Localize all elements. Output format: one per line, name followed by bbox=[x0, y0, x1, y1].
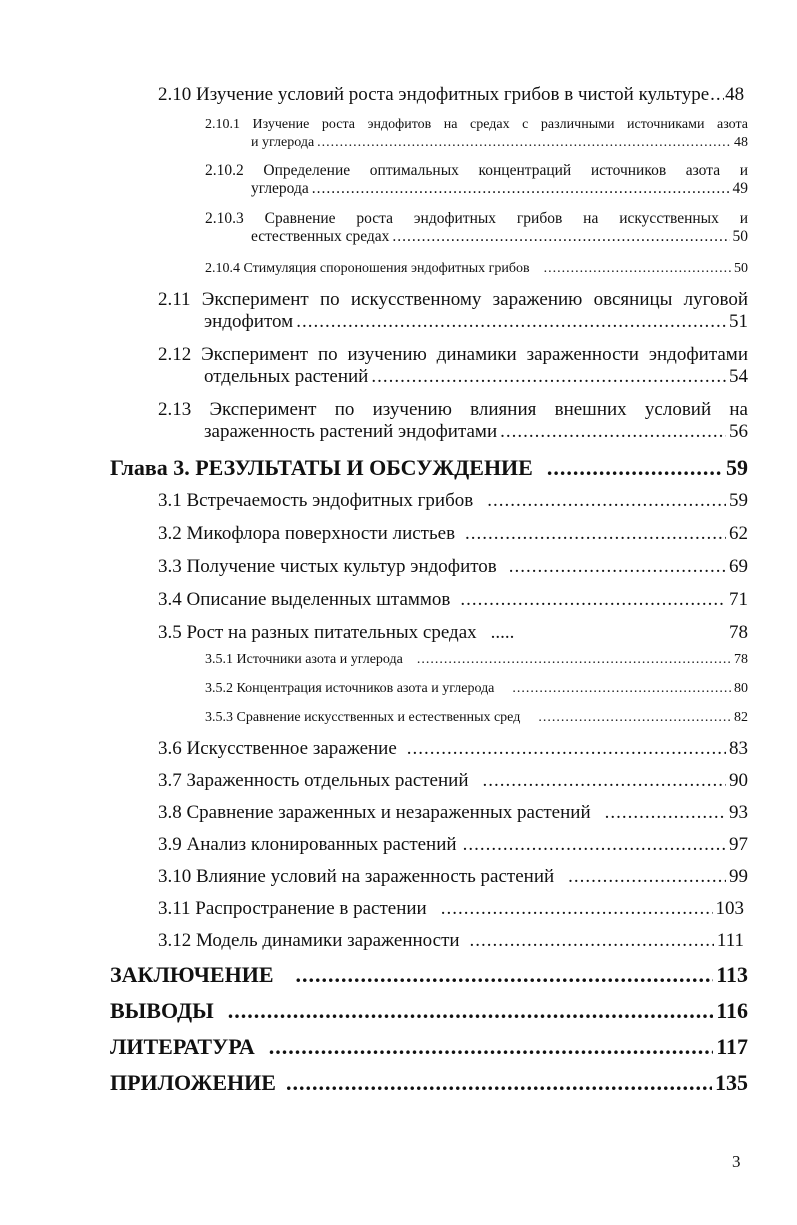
toc-entry-page: 82 bbox=[734, 710, 748, 725]
toc-entry-title: 3.2 Микофлора поверхности листьев bbox=[158, 523, 456, 544]
toc-entry-title: ПРИЛОЖЕНИЕ bbox=[110, 1070, 276, 1095]
toc-entry-2-10-1 bbox=[205, 117, 748, 151]
toc-findings bbox=[110, 998, 748, 1024]
toc-entry-title: ЗАКЛЮЧЕНИЕ bbox=[110, 962, 274, 987]
toc-entry-page: 69 bbox=[729, 556, 748, 577]
toc-entry-title-line1: 2.12 Эксперимент по изучению динамики зараженности эндофитами bbox=[158, 344, 748, 365]
toc-entry-page: 97 bbox=[729, 834, 748, 855]
toc-entry-page: 50 bbox=[732, 228, 748, 245]
toc-entry-title-line2: эндофитом bbox=[204, 311, 294, 332]
dot-leader bbox=[483, 770, 727, 792]
toc-entry-page: 90 bbox=[729, 770, 748, 791]
page-number: 3 bbox=[732, 1152, 741, 1171]
toc-entry-3-2 bbox=[158, 523, 748, 545]
toc-entry-title: 3.5 Рост на разных питательных средах bbox=[158, 622, 477, 643]
toc-entry-title: 3.6 Искусственное заражение bbox=[158, 738, 397, 759]
dot-leader bbox=[296, 311, 726, 333]
toc-entry-title: 3.7 Зараженность отдельных растений bbox=[158, 770, 469, 791]
toc-entry-3-5 bbox=[158, 622, 748, 644]
toc-entry-page: 51 bbox=[729, 311, 748, 332]
toc-entry-title-line1: 2.11 Эксперимент по искусственному заражению овсяницы луговой bbox=[158, 289, 748, 310]
dot-leader bbox=[417, 652, 731, 668]
toc-entry-page: 78 bbox=[734, 652, 748, 667]
toc-entry-page: 103 bbox=[715, 898, 744, 919]
dot-leader bbox=[547, 455, 723, 481]
dot-leader bbox=[392, 228, 729, 246]
toc-literature bbox=[110, 1034, 748, 1060]
toc-entry-title: 3.10 Влияние условий на зараженность растений bbox=[158, 866, 555, 887]
toc-entry-2-11 bbox=[158, 289, 748, 333]
dot-leader bbox=[317, 135, 731, 151]
toc-entry-3-12 bbox=[158, 930, 744, 952]
toc-entry-title: 3.5.1 Источники азота и углерода bbox=[205, 652, 403, 667]
toc-entry-page: 71 bbox=[729, 589, 748, 610]
toc-entry-page: 111 bbox=[716, 930, 744, 951]
toc-entry-title: Глава 3. РЕЗУЛЬТАТЫ И ОБСУЖДЕНИЕ bbox=[110, 455, 533, 480]
dot-leader bbox=[605, 802, 726, 824]
toc-entry-page: 62 bbox=[729, 523, 748, 544]
toc-entry-3-9 bbox=[158, 834, 748, 856]
toc-entry-title: 2.10 Изучение условий роста эндофитных грибов в чистой культуре bbox=[158, 84, 710, 105]
dot-leader bbox=[286, 1070, 712, 1096]
toc-entry-page: 80 bbox=[734, 681, 748, 696]
toc-entry-page: 59 bbox=[729, 490, 748, 511]
toc-entry-title-line1: 2.10.3 Сравнение роста эндофитных грибов на искусственных и bbox=[205, 210, 748, 227]
dot-leader bbox=[538, 710, 731, 726]
toc-entry-3-11 bbox=[158, 898, 744, 920]
dot-leader bbox=[470, 930, 714, 952]
toc-entry-title: 3.12 Модель динамики зараженности bbox=[158, 930, 460, 951]
dot-leader bbox=[710, 84, 724, 106]
toc-entry-title: 3.4 Описание выделенных штаммов bbox=[158, 589, 451, 610]
dot-leader bbox=[500, 421, 726, 443]
toc-entry-page: 117 bbox=[716, 1034, 748, 1059]
toc-entry-2-13 bbox=[158, 399, 748, 443]
toc-entry-3-5-1 bbox=[205, 652, 748, 668]
toc-entry-title: 3.1 Встречаемость эндофитных грибов bbox=[158, 490, 474, 511]
toc-entry-2-10-4 bbox=[205, 261, 748, 277]
toc-conclusion bbox=[110, 962, 748, 988]
dot-leader bbox=[568, 866, 726, 888]
toc-entry-title: 3.11 Распространение в растении bbox=[158, 898, 427, 919]
toc-entry-title: 2.10.4 Стимуляция спороношения эндофитных грибов bbox=[205, 261, 530, 276]
toc-entry-3-1 bbox=[158, 490, 748, 512]
dot-leader bbox=[487, 490, 726, 512]
toc-entry-title-line1: 2.10.2 Определение оптимальных концентраций источников азота и bbox=[205, 162, 748, 179]
toc-entry-page: 116 bbox=[716, 998, 748, 1023]
toc-entry-title-line2: зараженность растений эндофитами bbox=[204, 421, 498, 442]
toc-entry-3-8 bbox=[158, 802, 748, 824]
dot-leader-short: ..... bbox=[490, 622, 515, 643]
toc-entry-title: 3.8 Сравнение зараженных и незараженных растений bbox=[158, 802, 591, 823]
toc-entry-page: 54 bbox=[729, 366, 748, 387]
toc-entry-title: 3.5.3 Сравнение искусственных и естественных сред bbox=[205, 710, 521, 725]
toc-entry-page: 113 bbox=[716, 962, 748, 987]
dot-leader bbox=[512, 681, 731, 697]
toc-entry-title: 3.9 Анализ клонированных растений bbox=[158, 834, 457, 855]
toc-entry-2-10-3 bbox=[205, 210, 748, 246]
toc-entry-3-3 bbox=[158, 556, 748, 578]
toc-entry-3-6 bbox=[158, 738, 748, 760]
dot-leader bbox=[228, 998, 713, 1024]
toc-entry-page: 99 bbox=[729, 866, 748, 887]
toc-entry-title-line2: естественных средах bbox=[251, 228, 390, 245]
toc-entry-page: 78 bbox=[729, 622, 748, 643]
dot-leader bbox=[544, 261, 731, 277]
toc-entry-3-5-3 bbox=[205, 710, 748, 726]
toc-entry-title: 3.5.2 Концентрация источников азота и углерода bbox=[205, 681, 495, 696]
toc-entry-title-line2: отдельных растений bbox=[204, 366, 369, 387]
toc-entry-2-12 bbox=[158, 344, 748, 388]
toc-appendix bbox=[110, 1070, 748, 1096]
toc-entry-page: 49 bbox=[732, 180, 748, 197]
toc-entry-page: 50 bbox=[734, 261, 748, 276]
toc-entry-3-5-2 bbox=[205, 681, 748, 697]
dot-leader bbox=[460, 589, 726, 611]
dot-leader bbox=[312, 180, 730, 198]
toc-entry-2-10-2 bbox=[205, 162, 748, 198]
toc-entry-page: 56 bbox=[729, 421, 748, 442]
dot-leader bbox=[407, 738, 726, 760]
toc-entry-title-line2: углерода bbox=[251, 180, 309, 197]
toc-entry-title: ВЫВОДЫ bbox=[110, 998, 214, 1023]
toc-entry-3-10 bbox=[158, 866, 748, 888]
dot-leader bbox=[463, 834, 726, 856]
toc-entry-title-line1: 2.10.1 Изучение роста эндофитов на средах с различными источниками азота bbox=[205, 117, 748, 132]
toc-entry-page: 48 bbox=[734, 135, 748, 150]
toc-entry-page: 135 bbox=[715, 1070, 748, 1095]
dot-leader bbox=[296, 962, 714, 988]
toc-entry-title-line2: и углерода bbox=[251, 135, 315, 150]
toc-chapter-3 bbox=[110, 455, 748, 481]
toc-entry-3-7 bbox=[158, 770, 748, 792]
toc-entry-3-4 bbox=[158, 589, 748, 611]
toc-entry-page: 59 bbox=[726, 455, 748, 480]
toc-entry-title-line1: 2.13 Эксперимент по изучению влияния внешних условий на bbox=[158, 399, 748, 420]
toc-entry-page: 83 bbox=[729, 738, 748, 759]
dot-leader bbox=[509, 556, 726, 578]
toc-entry-page: 93 bbox=[729, 802, 748, 823]
toc-entry-title: 3.3 Получение чистых культур эндофитов bbox=[158, 556, 497, 577]
dot-leader bbox=[371, 366, 726, 388]
toc-entry-2-10 bbox=[158, 84, 748, 106]
dot-leader bbox=[441, 898, 713, 920]
dot-leader bbox=[465, 523, 726, 545]
toc-entry-page: 48 bbox=[725, 84, 745, 105]
toc-entry-title: ЛИТЕРАТУРА bbox=[110, 1034, 255, 1059]
dot-leader bbox=[269, 1034, 713, 1060]
